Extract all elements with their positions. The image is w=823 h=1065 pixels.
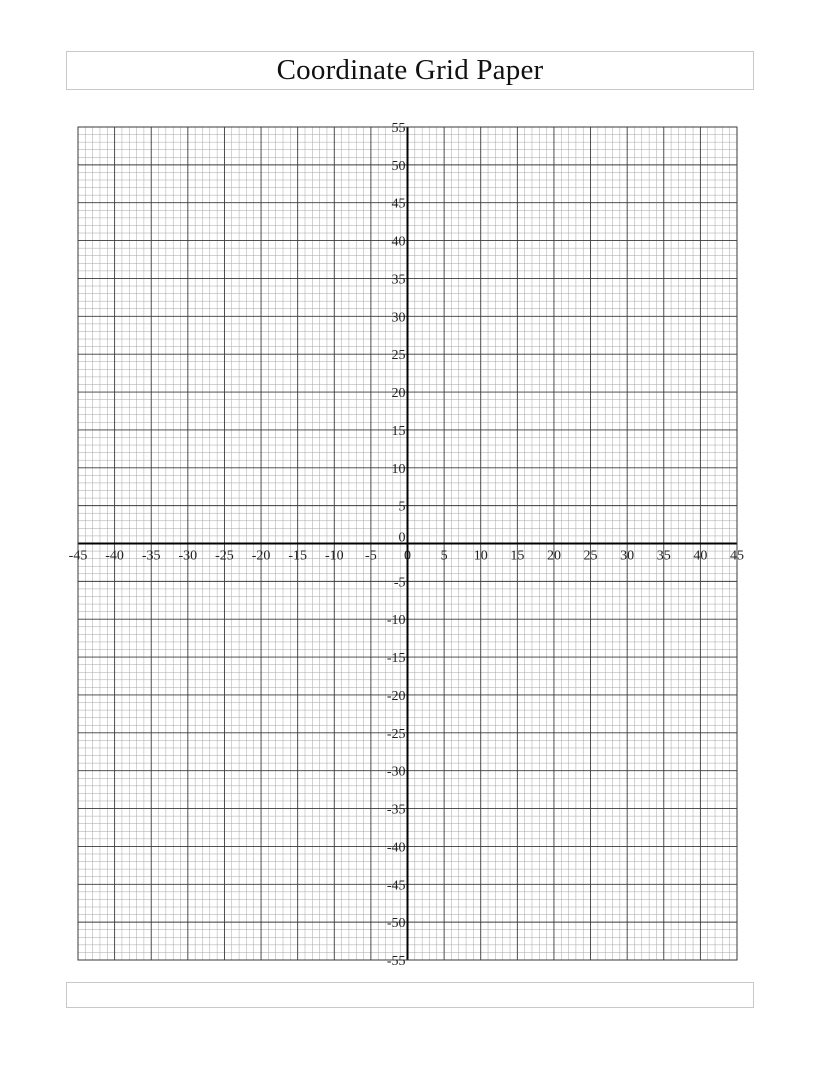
x-tick-label: 40 bbox=[693, 548, 708, 564]
y-tick-label: -25 bbox=[386, 726, 406, 742]
y-tick-label: -30 bbox=[386, 764, 406, 780]
x-tick-label: -30 bbox=[178, 548, 198, 564]
x-tick-label: 35 bbox=[656, 548, 671, 564]
y-tick-label: -45 bbox=[386, 878, 406, 894]
x-tick-label: 5 bbox=[440, 548, 448, 564]
y-tick-label: -35 bbox=[386, 802, 406, 818]
x-tick-label: -5 bbox=[365, 548, 377, 564]
y-tick-label: 55 bbox=[391, 121, 406, 136]
y-tick-label: 50 bbox=[391, 158, 406, 174]
x-tick-label: 0 bbox=[404, 548, 411, 564]
x-tick-label: -25 bbox=[215, 548, 234, 564]
y-tick-label: 5 bbox=[398, 499, 406, 515]
x-tick-label: 25 bbox=[583, 548, 598, 564]
x-tick-label: 20 bbox=[546, 548, 561, 564]
y-tick-label: 40 bbox=[391, 234, 406, 250]
x-tick-label: -40 bbox=[105, 548, 124, 564]
x-tick-label: -20 bbox=[251, 548, 271, 564]
y-tick-label: 0 bbox=[398, 530, 406, 546]
x-axis-tick-labels bbox=[69, 549, 744, 564]
x-tick-label: -45 bbox=[68, 548, 88, 564]
y-tick-label: 15 bbox=[391, 423, 406, 439]
y-tick-label: -20 bbox=[386, 688, 406, 704]
y-tick-label: -55 bbox=[386, 954, 406, 969]
y-tick-label: 30 bbox=[391, 310, 406, 326]
page-title: Coordinate Grid Paper bbox=[276, 54, 544, 86]
y-tick-label: 45 bbox=[391, 196, 406, 212]
axes bbox=[78, 127, 737, 960]
x-tick-label: 10 bbox=[473, 548, 488, 564]
y-tick-label: 25 bbox=[391, 348, 406, 364]
y-tick-label: 10 bbox=[391, 461, 406, 477]
y-tick-label: -15 bbox=[386, 651, 406, 667]
footer-box bbox=[66, 982, 754, 1008]
y-tick-label: -40 bbox=[386, 840, 406, 856]
y-tick-label: 35 bbox=[391, 272, 406, 288]
x-tick-label: 45 bbox=[730, 548, 744, 564]
x-tick-label: -35 bbox=[141, 548, 161, 564]
y-tick-label: -5 bbox=[393, 575, 406, 591]
y-tick-label: -10 bbox=[386, 613, 406, 629]
x-tick-label: 30 bbox=[620, 548, 635, 564]
x-tick-label: -10 bbox=[324, 548, 344, 564]
y-tick-label: 20 bbox=[391, 386, 406, 402]
x-tick-label: -15 bbox=[288, 548, 308, 564]
x-tick-label: 15 bbox=[510, 548, 525, 564]
y-tick-label: -50 bbox=[386, 916, 406, 932]
